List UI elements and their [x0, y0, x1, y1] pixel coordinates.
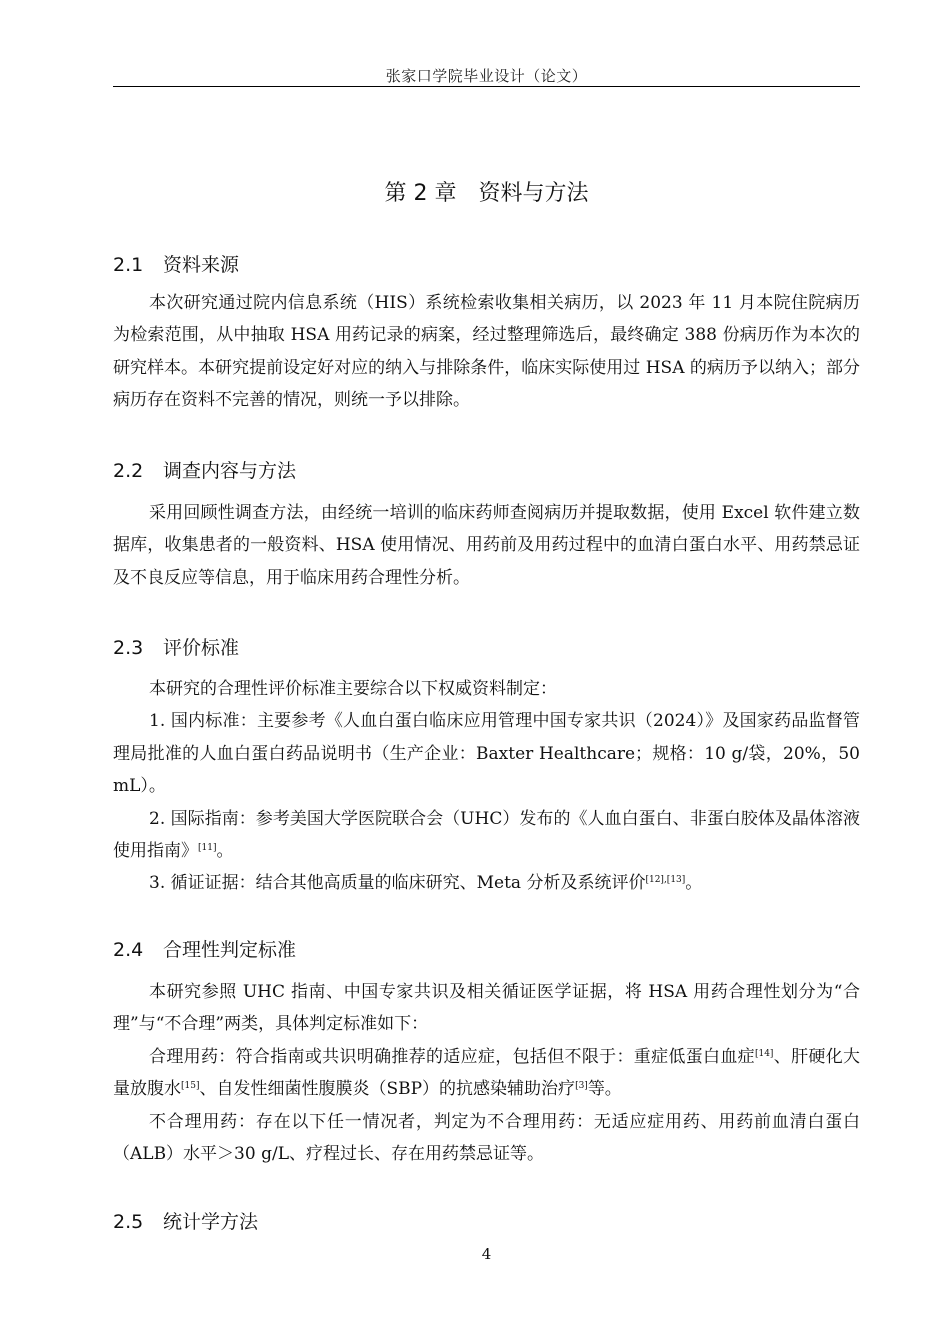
citation: [14] — [754, 1048, 774, 1059]
paragraph: 采用回顾性调查方法，由经统一培训的临床药师查阅病历并提取数据，使用 Excel 软件建立数据库，收集患者的一般资料、HSA 使用情况、用药前及用药过程中的血清白蛋白水平、用药禁忌证及不良反应等信息，用于临床用药合理性分析。 — [113, 503, 860, 588]
running-header: 张家口学院毕业设计（论文） — [385, 67, 588, 85]
paragraph: 不合理用药：存在以下任一情况者，判定为不合理用药：无适应症用药、用药前血清白蛋白（ALB）水平＞30 g/L、疗程过长、存在用药禁忌证等。 — [113, 1111, 860, 1165]
section-heading-2-1 — [113, 251, 239, 279]
list-item — [113, 803, 860, 868]
section-body-2-1 — [113, 287, 860, 417]
header-rule — [113, 86, 860, 87]
list-item-tail: 。 — [216, 841, 234, 862]
section-heading-2-4 — [113, 936, 296, 964]
list-item-text: 3. 循证证据：结合其他高质量的临床研究、Meta 分析及系统评价 — [149, 873, 646, 894]
section-body-2-4 — [113, 976, 860, 1170]
section-number: 2.1 — [113, 254, 144, 276]
list-item-tail: 。 — [685, 873, 703, 894]
section-number: 2.5 — [113, 1211, 144, 1233]
section-number: 2.2 — [113, 460, 144, 482]
paragraph-text: 合理用药：符合指南或共识明确推荐的适应症，包括但不限于：重症低蛋白血症 — [149, 1046, 755, 1067]
section-title: 评价标准 — [163, 637, 240, 659]
section-title: 合理性判定标准 — [163, 939, 297, 961]
chapter-title: 第 2 章 资料与方法 — [384, 181, 589, 206]
list-item: 1. 国内标准：主要参考《人血白蛋白临床应用管理中国专家共识（2024）》及国家药品监督管理局批准的人血白蛋白药品说明书（生产企业：Baxter Healthcare；规格：10 g/袋，20%，50 mL）。 — [113, 711, 860, 797]
list-item — [113, 867, 860, 899]
section-heading-2-5 — [113, 1208, 258, 1236]
paragraph: 本次研究通过院内信息系统（HIS）系统检索收集相关病历，以 2023 年 11 月本院住院病历为检索范围，从中抽取 HSA 用药记录的病案，经过整理筛选后，最终确定 388 份病历作为本次的研究样本。本研究提前设定好对应的纳入与排除条件，临床实际使用过 HSA 的病历予以纳入；部分病历存在资料不完善的情况，则统一予以排除。 — [113, 293, 860, 411]
section-title: 调查内容与方法 — [163, 460, 297, 482]
section-title: 统计学方法 — [163, 1211, 259, 1233]
section-title: 资料来源 — [163, 254, 240, 276]
citation: [12],[13] — [645, 875, 686, 886]
section-number: 2.4 — [113, 939, 144, 961]
citation: [15] — [181, 1081, 200, 1092]
section-body-2-2 — [113, 497, 860, 594]
paragraph-text: 、自发性细菌性腹膜炎（SBP）的抗感染辅助治疗 — [199, 1079, 576, 1100]
citation: [3] — [575, 1081, 588, 1092]
section-body-2-3 — [113, 673, 860, 900]
paragraph — [113, 1041, 860, 1106]
section-number: 2.3 — [113, 637, 144, 659]
paragraph: 本研究参照 UHC 指南、中国专家共识及相关循证医学证据，将 HSA 用药合理性划分为“合理”与“不合理”两类，具体判定标准如下： — [113, 982, 860, 1035]
citation: [11] — [198, 843, 217, 854]
page-number: 4 — [481, 1245, 492, 1263]
paragraph: 本研究的合理性评价标准主要综合以下权威资料制定： — [149, 679, 557, 699]
paragraph-text: 等。 — [587, 1079, 622, 1100]
paragraph-text: 、肝硬化大量放腹水 — [113, 1046, 861, 1100]
section-heading-2-2 — [113, 457, 296, 485]
list-item-text: 2. 国际指南：参考美国大学医院联合会（UHC）发布的《人血白蛋白、非蛋白胶体及晶体溶液使用指南》 — [113, 808, 860, 862]
section-heading-2-3 — [113, 634, 239, 662]
